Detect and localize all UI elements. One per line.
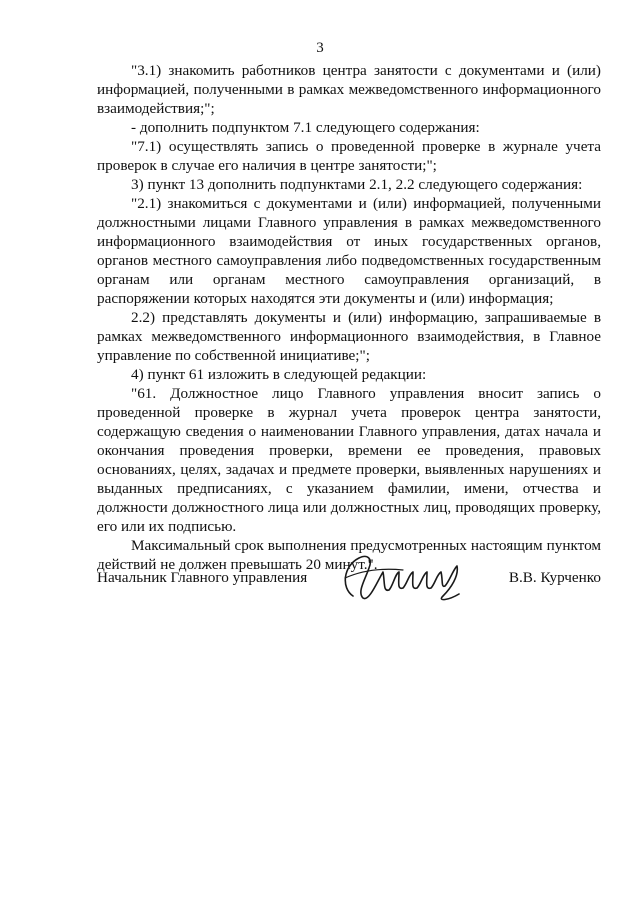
paragraph-3-1: "3.1) знакомить работников центра занятости с документами и (или) информацией, полученными в рамках межведомственного информационного взаимодействия;"; bbox=[97, 62, 601, 117]
paragraph-2-2: 2.2) представлять документы и (или) информацию, запрашиваемые в рамках межведомственного информационного взаимодействия, в Главное управление по собственной инициативе;"; bbox=[97, 309, 601, 364]
signatory-name: В.В. Курченко bbox=[508, 569, 601, 586]
document-body bbox=[97, 61, 601, 574]
paragraph-item-4: 4) пункт 61 изложить в следующей редакции: bbox=[131, 366, 427, 383]
paragraph-add-7-1: - дополнить подпунктом 7.1 следующего содержания: bbox=[131, 119, 480, 136]
page-number: 3 bbox=[316, 40, 324, 56]
handwritten-signature bbox=[333, 548, 473, 606]
signatory-position: Начальник Главного управления bbox=[97, 569, 308, 586]
paragraph-7-1: "7.1) осуществлять запись о проведенной проверке в журнале учета проверок в случае его наличия в центре занятости;"; bbox=[97, 138, 601, 174]
paragraph-item-3: 3) пункт 13 дополнить подпунктами 2.1, 2.2 следующего содержания: bbox=[131, 176, 583, 193]
paragraph-61: "61. Должностное лицо Главного управления вносит запись о проведенной проверке в журнал учета проверок центра занятости, содержащую сведения о наименовании Главного управления, датах начала и окончания проведения проверки, времени ее проведения, правовых основаниях, целях, задачах и предмете проверки, выявленных нарушениях и выданных предписаниях, с указанием фамилии, имени, отчества и должности должностного лица или должностных лиц, проводящих проверку, его или их подписью. bbox=[97, 385, 601, 535]
signature-block bbox=[97, 548, 601, 608]
paragraph-2-1: "2.1) знакомиться с документами и (или) информацией, полученными должностными лицами Главного управления в рамках межведомственного информационного взаимодействия от иных государственных органов, органов местного самоуправления либо подведомственных государственным органам или органам местного самоуправления организаций, в распоряжении которых находятся эти документы и (или) информация; bbox=[97, 195, 601, 307]
paragraph-max-time: Максимальный срок выполнения предусмотренных настоящим пунктом действий не должен превышать 20 минут.". bbox=[97, 537, 601, 573]
